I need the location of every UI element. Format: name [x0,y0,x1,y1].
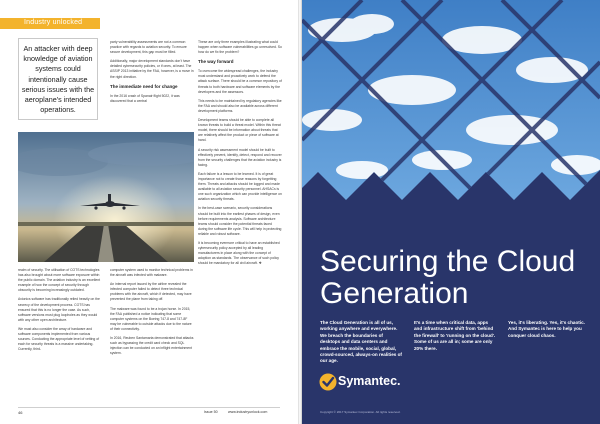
body-paragraph: Additionally, major development standards don't have detailed cybersecurity policies, or if ones, at least. The ASSIP 2013 initiative by the FAA, however, is a move in the right direction. [110,59,194,79]
copyright-notice: Copyright © 2017 Symantec Corporation. All rights reserved. [320,410,401,414]
advert-page [302,0,600,424]
column-2-top [110,40,194,108]
pullquote [18,38,98,120]
body-paragraph: computer system used to monitor technical problems in the aircraft was infected with malware. [110,268,193,278]
aeroplane-photo [18,132,194,262]
column-2-bottom [110,268,194,360]
advert-column-3: Yes, it's liberating. Yes, it's chaotic. And Symantec is here to help you conquer cloud chaos. [508,320,585,338]
page-number: 46 [18,410,23,415]
body-paragraph: Each failure is a lesson to be learned. It is of great importance not to create those reasons by forgetting them. Threats and attacks should be logged and made available to all aviation security personnel. AHSACs is one such organization which can provide intelligence on aviation security threats. [198,171,282,202]
pullquote-text: An attacker with deep knowledge of aviation systems could intentionally cause serious issues with the aeroplane's intended operations. [21,44,95,115]
advert-column-2: It's a time when critical data, apps and infrastructure shift from 'behind the firewall' to 'running on the cloud'. Some of us are all in; some are only 20% there. [414,320,496,351]
body-paragraph: Avionics software has traditionally relied heavily on the secrecy of the development process. COTS has ensured that this is no longer the case. As such, software versions must plug loopholes as they would with any other open architecture. [18,297,100,322]
page-footer [18,407,280,415]
sky-mosaic-artwork [302,0,600,236]
body-paragraph: This needs to be maintained by regulatory agencies like the FAA and should also be available across different development platforms. [198,98,282,113]
advert-column-1: The Cloud Generation is all of us, working anywhere and everywhere. We breach the boundaries of desktops and data centers and embrace the mobile, social, global, crowd-sourced, always-on realities of our age. [320,320,402,364]
section-heading: The way forward [198,59,234,65]
body-paragraph: It is becoming evermore critical to have an established cybersecurity policy accepted by all leading manufacturers in place along with the concept of adoption as standards. The observance of such policy should be mandatory for all civil aircraft. ❖ [198,241,280,266]
body-paragraph: A security risk assessment model should be built to effectively prevent, identify, detect, respond and recover from the security challenges that the aviation industry is facing. [198,147,282,167]
issue-label: Issue 50 [204,410,218,414]
column-3 [198,40,282,270]
column-1-bottom [18,268,102,356]
body-paragraph: In the 2016 crash of Spanair flight 5022, it was discovered that a central [110,93,180,103]
body-paragraph: We must also consider the array of hardware and software components implemented from various sources. Conducting the appropriate level of vetting of each for security threats is a massive undertaking. Currently, third- [18,326,100,352]
body-paragraph: Development teams should be able to complete all known threats to build a threat model. Within this threat model, there should be information about threats that are relatively affect the product or piece of software at hand. [198,118,281,143]
section-tab [0,18,100,29]
body-paragraph: To overcome the widespread challenges, the industry must understand and proactively work to defend the attack surface. There should be a common repository of threats to both hardware and software elements by the developers and the assessors. [198,69,282,94]
body-paragraph: realm of security. The utilisation of COTS technologies has also brought about more software exposure within the public domain. The aviation industry is an excellent example of how the concept of security through obscurity is becoming increasingly outdated. [18,268,101,293]
advert-headline: Securing the Cloud Generation [320,245,576,310]
symantec-wordmark: Symantec. [338,374,401,388]
body-paragraph: In the best-case scenario, security considerations should be built into the earliest phases of design, even before requirements analysis. Software architecture teams should consider the potential threats faced during the software life cycle. This will help in protecting reliable and robust software. [198,206,282,236]
body-paragraph: An internal report issued by the airline revealed the infected computer failed to detect three technical problems with the aircraft, which if detected, may have prevented the plane from taking off. [110,282,192,302]
body-paragraph: The malware was found to be a trojan horse. In 2015, the FAA published a notice indicating that some computer systems on the Boeing 747-8 and 747-8F may be vulnerable to outside attacks due to the nature of their connectivity. [110,306,192,331]
website-link[interactable]: www.industryunlock.com [228,410,268,414]
section-tab-label: Industry unlocked [24,19,83,26]
body-paragraph: In 2016, Reuben Santamarta demonstrated that attacks such as bypassing the credit card check and SQL injection can be conducted on an inflight entertainment system. [110,336,194,356]
body-paragraph: These are only three examples illustrating what could happen when software vulnerabilities go unresolved. So how do we fix the problem? [198,40,282,55]
section-heading: The immediate need for change [110,83,178,89]
body-paragraph: party vulnerability assessments are not a common practice with regards to aviation security. To ensure secure development, this gap must be filled. [110,40,187,55]
